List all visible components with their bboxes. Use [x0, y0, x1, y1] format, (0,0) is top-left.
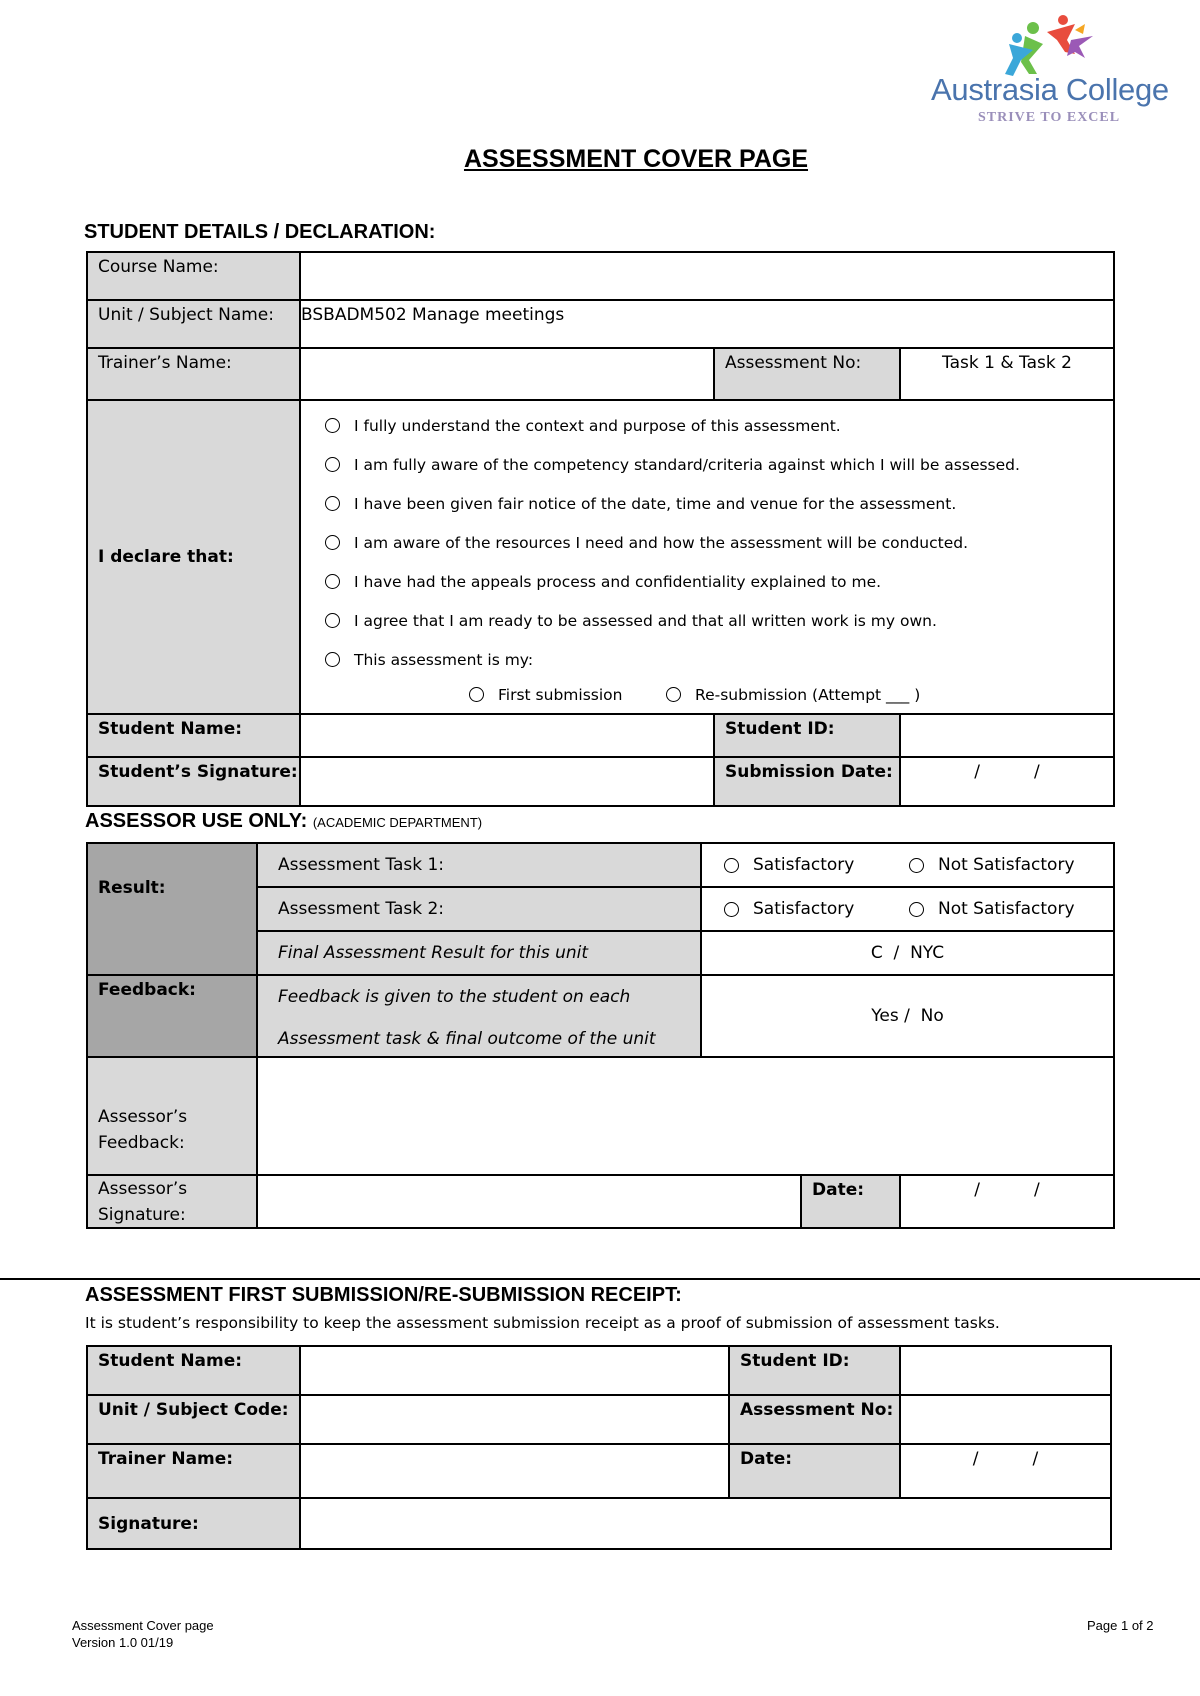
radio-button[interactable]: [325, 613, 340, 628]
receipt-trainer-name-field[interactable]: [299, 1443, 730, 1499]
assessor-date-label: Date:: [800, 1174, 901, 1229]
declaration-item: I am fully aware of the competency standard/criteria against which I will be assessed.: [325, 455, 1020, 494]
assessor-feedback-label: Assessor’s Feedback:: [86, 1056, 258, 1176]
trainer-name-label: Trainer’s Name:: [86, 347, 301, 401]
unit-name-field[interactable]: BSBADM502 Manage meetings: [299, 299, 1115, 349]
submission-date-field[interactable]: / /: [899, 756, 1115, 807]
receipt-unit-code-field[interactable]: [299, 1394, 730, 1445]
radio-button[interactable]: [325, 535, 340, 550]
receipt-date-field[interactable]: / /: [899, 1443, 1112, 1499]
receipt-student-id-label: Student ID:: [728, 1345, 901, 1396]
receipt-student-id-field[interactable]: [899, 1345, 1112, 1396]
task2-result: Satisfactory Not Satisfactory: [700, 886, 1115, 932]
task2-not-satisfactory-radio[interactable]: [909, 902, 924, 917]
result-label: Result:: [86, 842, 258, 976]
declaration-list: [325, 416, 1020, 689]
unit-name-label: Unit / Subject Name:: [86, 299, 301, 349]
assessor-signature-field[interactable]: [256, 1174, 802, 1229]
page-title: ASSESSMENT COVER PAGE: [463, 145, 809, 173]
student-signature-field[interactable]: [299, 756, 715, 807]
student-name-label: Student Name:: [86, 713, 301, 758]
student-details-heading: STUDENT DETAILS / DECLARATION:: [84, 221, 436, 243]
task1-satisfactory-radio[interactable]: [724, 858, 739, 873]
footer-info: Assessment Cover page Version 1.0 01/19: [72, 1618, 214, 1650]
declaration-item: I have been given fair notice of the date, time and venue for the assessment.: [325, 494, 1020, 533]
task1-not-satisfactory-radio[interactable]: [909, 858, 924, 873]
college-logo: [925, 14, 1190, 124]
task2-label: Assessment Task 2:: [256, 886, 702, 932]
final-result-label: Final Assessment Result for this unit: [256, 930, 702, 976]
radio-button[interactable]: [325, 652, 340, 667]
assessor-date-field[interactable]: / /: [899, 1174, 1115, 1229]
receipt-unit-code-label: Unit / Subject Code:: [86, 1394, 301, 1445]
page-number: Page 1 of 2: [1087, 1618, 1154, 1633]
receipt-student-name-label: Student Name:: [86, 1345, 301, 1396]
resubmission-radio[interactable]: [666, 687, 681, 702]
radio-button[interactable]: [325, 457, 340, 472]
feedback-label: Feedback:: [86, 974, 258, 1058]
receipt-heading: ASSESSMENT FIRST SUBMISSION/RE-SUBMISSION RECEIPT:: [85, 1284, 682, 1306]
declaration-item: I am aware of the resources I need and how the assessment will be conducted.: [325, 533, 1020, 572]
task2-satisfactory-radio[interactable]: [724, 902, 739, 917]
student-signature-label: Student’s Signature:: [86, 756, 301, 807]
assessment-no-label: Assessment No:: [713, 347, 901, 401]
assessor-heading: ASSESSOR USE ONLY: (ACADEMIC DEPARTMENT): [85, 810, 483, 832]
receipt-assessment-no-field[interactable]: [899, 1394, 1112, 1445]
logo-tagline: STRIVE TO EXCEL: [978, 110, 1121, 125]
student-id-label: Student ID:: [713, 713, 901, 758]
declaration-item: This assessment is my:: [325, 650, 1020, 689]
feedback-description: Feedback is given to the student on each Assessment task & final outcome of the unit: [256, 974, 702, 1058]
trainer-name-field[interactable]: [299, 347, 715, 401]
resubmission-option: Re-submission (Attempt ___ ): [666, 686, 920, 704]
student-id-field[interactable]: [899, 713, 1115, 758]
declaration-item: I have had the appeals process and confidentiality explained to me.: [325, 572, 1020, 611]
assessment-no-value: Task 1 & Task 2: [899, 347, 1115, 401]
receipt-note: It is student’s responsibility to keep the assessment submission receipt as a proof of submission of assessment tasks.: [85, 1314, 1000, 1332]
receipt-assessment-no-label: Assessment No:: [728, 1394, 901, 1445]
receipt-signature-field[interactable]: [299, 1497, 1112, 1550]
declaration-item: I fully understand the context and purpose of this assessment.: [325, 416, 1020, 455]
declaration-item: I agree that I am ready to be assessed and that all written work is my own.: [325, 611, 1020, 650]
radio-button[interactable]: [325, 496, 340, 511]
first-submission-option: First submission: [469, 686, 622, 704]
receipt-student-name-field[interactable]: [299, 1345, 730, 1396]
receipt-trainer-name-label: Trainer Name:: [86, 1443, 301, 1499]
assessor-signature-label: Assessor’s Signature:: [86, 1174, 258, 1229]
course-name-label: Course Name:: [86, 251, 301, 301]
final-result-value[interactable]: C / NYC: [700, 930, 1115, 976]
task1-label: Assessment Task 1:: [256, 842, 702, 888]
first-submission-radio[interactable]: [469, 687, 484, 702]
submission-date-label: Submission Date:: [713, 756, 901, 807]
logo-figures-icon: [925, 14, 1190, 76]
task1-result: Satisfactory Not Satisfactory: [700, 842, 1115, 888]
logo-name: Austrasia College: [931, 72, 1169, 107]
receipt-signature-label: Signature:: [86, 1497, 301, 1550]
student-name-field[interactable]: [299, 713, 715, 758]
receipt-date-label: Date:: [728, 1443, 901, 1499]
feedback-given-value[interactable]: Yes / No: [700, 974, 1115, 1058]
assessor-feedback-field[interactable]: [256, 1056, 1115, 1176]
radio-button[interactable]: [325, 574, 340, 589]
course-name-field[interactable]: [299, 251, 1115, 301]
declare-label: I declare that:: [86, 399, 301, 715]
section-divider: [0, 1278, 1200, 1280]
radio-button[interactable]: [325, 418, 340, 433]
